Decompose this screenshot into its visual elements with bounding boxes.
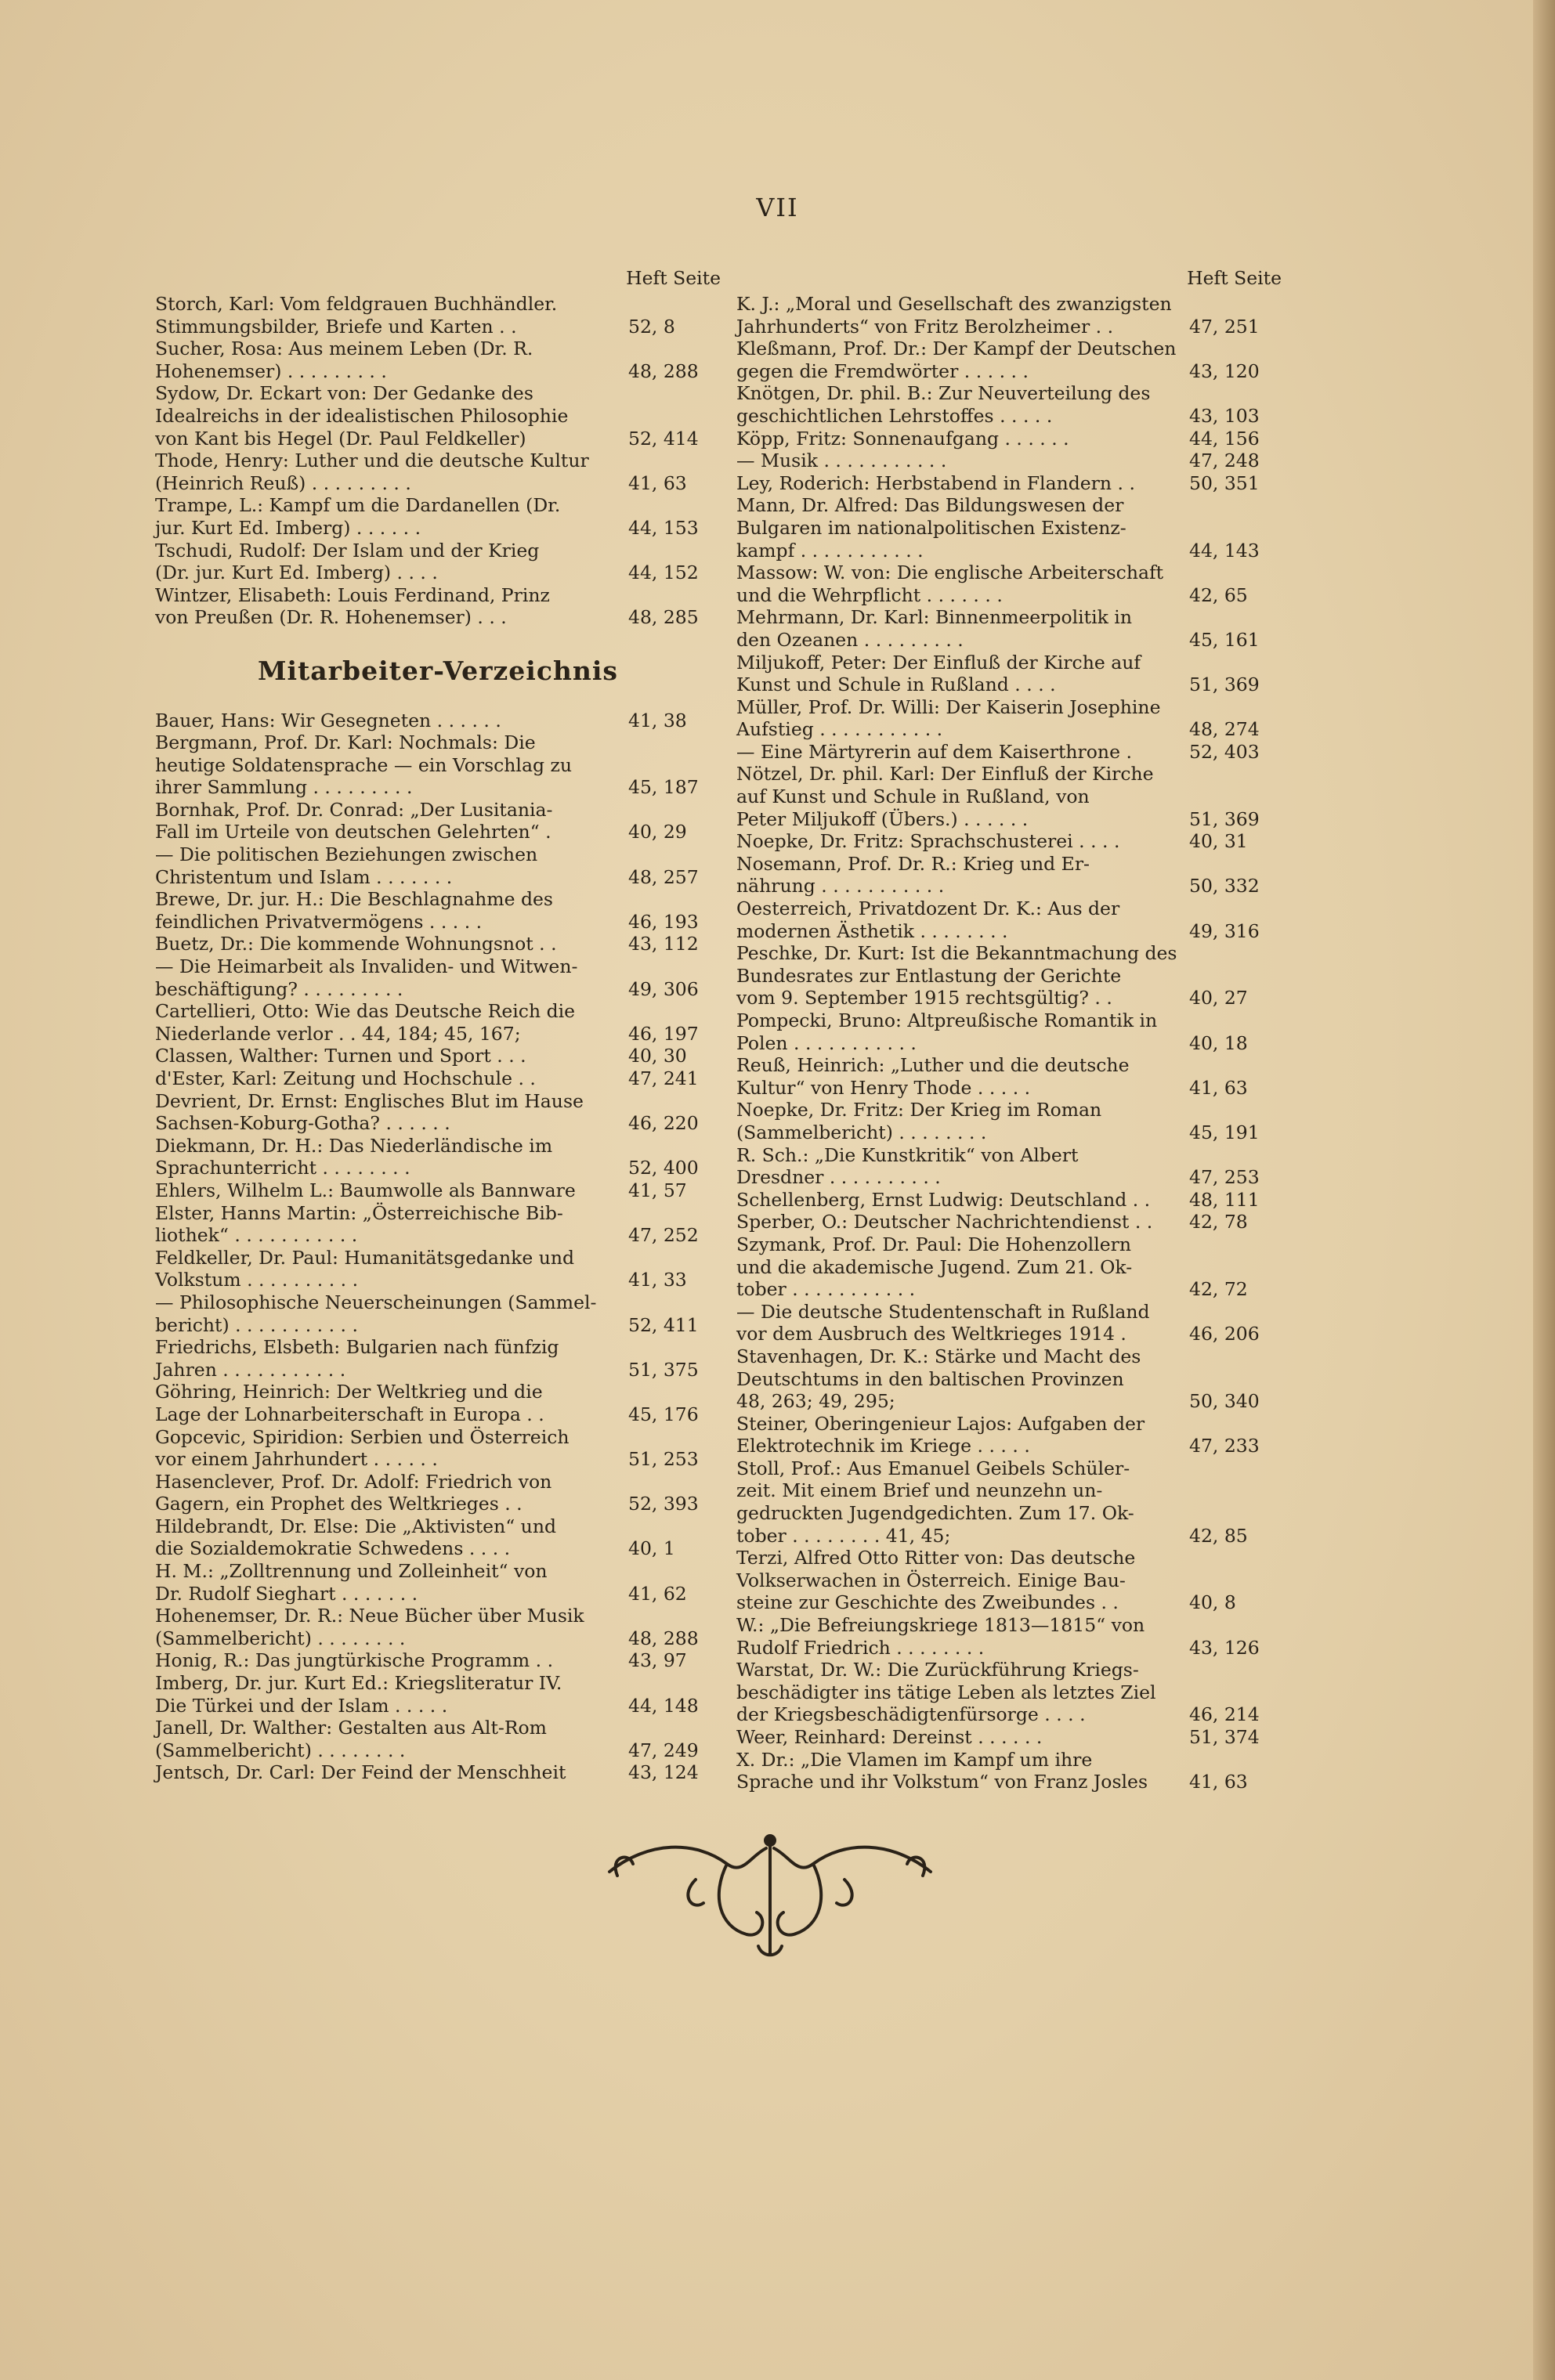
entry-issue-page: 51, 374 <box>1189 1726 1260 1748</box>
entry-text: — Philosophische Neuerscheinungen (Sammel- bericht) . . . . . . . . . . . <box>155 1291 597 1336</box>
right-column-header: Heft Seite <box>1187 267 1282 289</box>
entry-issue-page: 40, 30 <box>628 1045 687 1067</box>
entry-text: d'Ester, Karl: Zeitung und Hochschule . . <box>155 1067 536 1089</box>
entry-issue-page: 50, 332 <box>1189 875 1260 897</box>
entry-text: Hildebrandt, Dr. Else: Die „Aktivisten“ und die Sozialdemokratie Schwedens . . . . <box>155 1515 556 1560</box>
entry-text: W.: „Die Befreiungskriege 1813—1815“ von Rudolf Friedrich . . . . . . . . <box>736 1614 1145 1659</box>
index-entry <box>736 1749 1282 1793</box>
entry-text: Miljukoff, Peter: Der Einfluß der Kirche auf Kunst und Schule in Rußland . . . . <box>736 651 1141 696</box>
index-entry <box>736 741 1282 764</box>
index-entry <box>155 1179 721 1202</box>
entry-text: Diekmann, Dr. H.: Das Niederländische im Sprachunterricht . . . . . . . . <box>155 1134 553 1179</box>
index-entry <box>736 606 1282 651</box>
index-entry <box>155 933 721 955</box>
left-column-header: Heft Seite <box>626 267 721 289</box>
page-edge <box>1533 0 1555 2380</box>
entry-text: — Die politischen Beziehungen zwischen Christentum und Islam . . . . . . . <box>155 843 538 888</box>
entry-text: Devrient, Dr. Ernst: Englisches Blut im Hause Sachsen-Koburg-Gotha? . . . . . . <box>155 1089 584 1135</box>
entry-issue-page: 41, 57 <box>628 1179 687 1201</box>
entry-issue-page: 51, 375 <box>628 1358 699 1381</box>
index-entry <box>155 1560 721 1605</box>
entry-text: Elster, Hanns Martin: „Österreichische Bib- liothek“ . . . . . . . . . . . <box>155 1201 563 1247</box>
index-entry <box>155 293 721 338</box>
index-entry <box>155 1471 721 1515</box>
entry-text: — Die Heimarbeit als Invaliden- und Witwen- beschäftigung? . . . . . . . . . <box>155 955 578 1000</box>
entry-text: Sucher, Rosa: Aus meinem Leben (Dr. R. Hohenemser) . . . . . . . . . <box>155 338 533 382</box>
entry-issue-page: 40, 18 <box>1189 1031 1248 1054</box>
entry-issue-page: 45, 187 <box>628 776 699 799</box>
index-entry <box>155 382 721 450</box>
index-entry <box>155 338 721 382</box>
entry-issue-page: 45, 161 <box>1189 628 1260 651</box>
index-entry <box>736 1233 1282 1301</box>
index-entry <box>736 763 1282 830</box>
entry-text: Bergmann, Prof. Dr. Karl: Nochmals: Die heutige Soldatensprache — ein Vorschlag zu ihrer Sammlung . . . . . . . . . <box>155 731 572 799</box>
index-entry <box>155 1515 721 1560</box>
entry-issue-page: 40, 27 <box>1189 987 1248 1009</box>
decorative-ornament <box>602 1809 938 1966</box>
entry-issue-page: 40, 29 <box>628 821 687 843</box>
index-entry <box>155 1247 721 1291</box>
entry-text: — Musik . . . . . . . . . . . <box>736 450 947 472</box>
entry-text: Pompecki, Bruno: Altpreußische Romantik in Polen . . . . . . . . . . . <box>736 1009 1158 1054</box>
index-entry <box>155 843 721 888</box>
entry-issue-page: 41, 63 <box>628 471 687 494</box>
index-entry <box>155 540 721 584</box>
entry-issue-page: 42, 65 <box>1189 583 1248 606</box>
entry-text: Brewe, Dr. jur. H.: Die Beschlagnahme des feindlichen Privatvermögens . . . . . <box>155 888 553 933</box>
index-entry <box>155 710 721 732</box>
index-entry <box>155 1045 721 1067</box>
entry-issue-page: 47, 233 <box>1189 1435 1260 1457</box>
entry-issue-page: 43, 103 <box>1189 404 1260 427</box>
index-entry <box>736 1189 1282 1212</box>
entry-issue-page: 50, 351 <box>1189 471 1260 494</box>
entry-text: Kleßmann, Prof. Dr.: Der Kampf der Deutschen gegen die Fremdwörter . . . . . . <box>736 338 1177 382</box>
index-entry <box>736 1726 1282 1749</box>
entry-issue-page: 44, 148 <box>628 1694 699 1717</box>
index-entry <box>736 1547 1282 1614</box>
entry-issue-page: 47, 241 <box>628 1067 699 1089</box>
entry-issue-page: 52, 8 <box>628 315 675 338</box>
entry-text: Mann, Dr. Alfred: Das Bildungswesen der Bulgaren im nationalpolitischen Existenz- kampf . . . . . . . . . . . <box>736 494 1126 562</box>
entry-issue-page: 40, 8 <box>1189 1591 1236 1614</box>
entry-text: Storch, Karl: Vom feldgrauen Buchhändler. Stimmungsbilder, Briefe und Karten . . <box>155 293 558 338</box>
entry-issue-page: 50, 340 <box>1189 1390 1260 1413</box>
entry-issue-page: 44, 143 <box>1189 539 1260 562</box>
entry-issue-page: 41, 62 <box>628 1582 687 1605</box>
entry-issue-page: 46, 214 <box>1189 1703 1260 1726</box>
entry-text: Gopcevic, Spiridion: Serbien und Österreich vor einem Jahrhundert . . . . . . <box>155 1425 570 1471</box>
entry-issue-page: 45, 176 <box>628 1403 699 1425</box>
index-entry <box>736 1211 1282 1233</box>
entry-text: Thode, Henry: Luther und die deutsche Kultur (Heinrich Reuß) . . . . . . . . . <box>155 450 589 494</box>
index-entry <box>736 942 1282 1009</box>
index-entry <box>736 897 1282 942</box>
index-entry <box>155 1761 721 1784</box>
index-entry <box>155 1291 721 1336</box>
entry-issue-page: 51, 253 <box>628 1448 699 1471</box>
entry-issue-page: 41, 38 <box>628 709 687 731</box>
index-entry <box>736 1301 1282 1345</box>
entry-issue-page: 46, 220 <box>628 1112 699 1135</box>
index-entry <box>736 1099 1282 1143</box>
entry-issue-page: 45, 191 <box>1189 1121 1260 1143</box>
index-entry <box>155 1672 721 1717</box>
entry-text: Bauer, Hans: Wir Gesegneten . . . . . . <box>155 709 501 731</box>
entry-issue-page: 51, 369 <box>1189 674 1260 696</box>
index-entry <box>736 1144 1282 1189</box>
entry-issue-page: 42, 72 <box>1189 1278 1248 1301</box>
index-entry <box>155 1336 721 1381</box>
index-entry <box>736 696 1282 741</box>
index-entry <box>155 955 721 1000</box>
entry-issue-page: 44, 153 <box>628 516 699 539</box>
entry-text: Reuß, Heinrich: „Luther und die deutsche Kultur“ von Henry Thode . . . . . <box>736 1054 1130 1099</box>
entry-issue-page: 46, 197 <box>628 1022 699 1045</box>
index-entry <box>155 888 721 933</box>
entry-text: Terzi, Alfred Otto Ritter von: Das deutsche Volkserwachen in Österreich. Einige Bau- steine zur Geschichte des Zweibundes . . <box>736 1547 1136 1614</box>
entry-issue-page: 43, 112 <box>628 933 699 955</box>
index-entry <box>736 494 1282 562</box>
entry-text: Bornhak, Prof. Dr. Conrad: „Der Lusitania- Fall im Urteile von deutschen Gelehrten“ . <box>155 798 553 843</box>
entry-text: Peschke, Dr. Kurt: Ist die Bekanntmachung des Bundesrates zur Entlastung der Gerichte vom 9. September 1915 rechtsgültig? . . <box>736 942 1177 1009</box>
entry-text: Massow: W. von: Die englische Arbeiterschaft und die Wehrpflicht . . . . . . . <box>736 562 1164 606</box>
entry-issue-page: 47, 249 <box>628 1739 699 1761</box>
entry-text: Classen, Walther: Turnen und Sport . . . <box>155 1045 526 1067</box>
index-entry <box>155 1381 721 1425</box>
index-list-top <box>155 293 721 629</box>
entry-issue-page: 52, 414 <box>628 427 699 450</box>
entry-issue-page: 41, 33 <box>628 1269 687 1291</box>
entry-issue-page: 40, 1 <box>628 1537 675 1560</box>
section-title: Mitarbeiter-Verzeichnis <box>257 655 619 686</box>
entry-text: Trampe, L.: Kampf um die Dardanellen (Dr. jur. Kurt Ed. Imberg) . . . . . . <box>155 494 561 539</box>
entry-issue-page: 47, 248 <box>1189 450 1260 472</box>
entry-text: R. Sch.: „Die Kunstkritik“ von Albert Dresdner . . . . . . . . . . <box>736 1143 1079 1189</box>
entry-issue-page: 49, 306 <box>628 977 699 1000</box>
index-entry <box>736 1457 1282 1547</box>
index-entry <box>736 562 1282 606</box>
index-entry <box>736 338 1282 382</box>
index-entry <box>736 428 1282 450</box>
index-entry <box>736 1054 1282 1099</box>
index-entry <box>155 1135 721 1179</box>
entry-text: Szymank, Prof. Dr. Paul: Die Hohenzollern und die akademische Jugend. Zum 21. Ok- tober . . . . . . . . . . . <box>736 1233 1133 1301</box>
index-entry <box>155 1605 721 1649</box>
index-entry <box>155 494 721 539</box>
right-column <box>736 263 1282 1793</box>
entry-text: Nosemann, Prof. Dr. R.: Krieg und Er- nährung . . . . . . . . . . . <box>736 852 1090 897</box>
entry-issue-page: 43, 126 <box>1189 1636 1260 1659</box>
index-entry <box>155 450 721 494</box>
entry-issue-page: 47, 251 <box>1189 315 1260 338</box>
entry-issue-page: 42, 85 <box>1189 1524 1248 1547</box>
index-entry <box>155 1067 721 1090</box>
entry-text: Hohenemser, Dr. R.: Neue Bücher über Musik (Sammelbericht) . . . . . . . . <box>155 1605 584 1649</box>
index-entry <box>736 1413 1282 1457</box>
entry-text: Tschudi, Rudolf: Der Islam und der Krieg (Dr. jur. Kurt Ed. Imberg) . . . . <box>155 539 540 584</box>
left-column <box>155 263 721 1784</box>
entry-text: Janell, Dr. Walther: Gestalten aus Alt-Rom (Sammelbericht) . . . . . . . . <box>155 1717 547 1761</box>
entry-issue-page: 47, 253 <box>1189 1166 1260 1189</box>
entry-issue-page: 49, 316 <box>1189 919 1260 942</box>
entry-issue-page: 48, 288 <box>628 1627 699 1649</box>
entry-text: Ley, Roderich: Herbstabend in Flandern . . <box>736 471 1135 494</box>
entry-issue-page: 41, 63 <box>1189 1076 1248 1099</box>
index-entry <box>736 382 1282 427</box>
entry-issue-page: 41, 63 <box>1189 1771 1248 1793</box>
entry-text: Jentsch, Dr. Carl: Der Feind der Menschheit <box>155 1761 566 1784</box>
entry-text: Göhring, Heinrich: Der Weltkrieg und die Lage der Lohnarbeiterschaft in Europa . . <box>155 1381 544 1425</box>
entry-issue-page: 46, 193 <box>628 910 699 933</box>
index-entry <box>736 830 1282 853</box>
entry-issue-page: 52, 411 <box>628 1313 699 1336</box>
index-entry <box>155 799 721 843</box>
entry-issue-page: 48, 288 <box>628 359 699 382</box>
entry-issue-page: 52, 400 <box>628 1157 699 1179</box>
index-entry <box>736 472 1282 495</box>
contributor-list <box>155 710 721 1785</box>
entry-text: Müller, Prof. Dr. Willi: Der Kaiserin Josephine Aufstieg . . . . . . . . . . . <box>736 695 1161 741</box>
entry-text: H. M.: „Zolltrennung und Zolleinheit“ von Dr. Rudolf Sieghart . . . . . . . <box>155 1560 548 1605</box>
entry-text: Oesterreich, Privatdozent Dr. K.: Aus der modernen Ästhetik . . . . . . . . <box>736 897 1120 942</box>
index-entry <box>736 1614 1282 1659</box>
entry-text: Sperber, O.: Deutscher Nachrichtendienst . . <box>736 1211 1153 1233</box>
index-entry <box>155 1649 721 1672</box>
index-entry <box>736 652 1282 696</box>
entry-issue-page: 43, 120 <box>1189 359 1260 382</box>
index-entry <box>736 293 1282 338</box>
entry-issue-page: 48, 111 <box>1189 1188 1260 1211</box>
entry-text: Wintzer, Elisabeth: Louis Ferdinand, Prinz von Preußen (Dr. R. Hohenemser) . . . <box>155 583 550 629</box>
entry-issue-page: 47, 252 <box>628 1224 699 1247</box>
entry-text: Buetz, Dr.: Die kommende Wohnungsnot . . <box>155 933 557 955</box>
entry-text: Imberg, Dr. jur. Kurt Ed.: Kriegsliteratur IV. Die Türkei und der Islam . . . . . <box>155 1672 562 1717</box>
entry-issue-page: 42, 78 <box>1189 1211 1248 1233</box>
entry-issue-page: 40, 31 <box>1189 830 1248 853</box>
entry-text: X. Dr.: „Die Vlamen im Kampf um ihre Sprache und ihr Volkstum“ von Franz Josles <box>736 1748 1148 1793</box>
entry-text: Nötzel, Dr. phil. Karl: Der Einfluß der Kirche auf Kunst und Schule in Rußland, von Peter Miljukoff (Übers.) . . . . . . <box>736 763 1154 830</box>
entry-issue-page: 44, 156 <box>1189 427 1260 450</box>
index-entry <box>155 1426 721 1471</box>
entry-text: Noepke, Dr. Fritz: Der Krieg im Roman (Sammelbericht) . . . . . . . . <box>736 1099 1102 1143</box>
entry-text: Hasenclever, Prof. Dr. Adolf: Friedrich von Gagern, ein Prophet des Weltkrieges . . <box>155 1470 552 1515</box>
entry-issue-page: 44, 152 <box>628 562 699 584</box>
page-number: VII <box>756 193 799 222</box>
entry-text: Schellenberg, Ernst Ludwig: Deutschland . . <box>736 1188 1151 1211</box>
entry-issue-page: 52, 393 <box>628 1493 699 1515</box>
index-entry <box>736 1009 1282 1054</box>
entry-issue-page: 51, 369 <box>1189 807 1260 830</box>
entry-issue-page: 43, 97 <box>628 1649 687 1672</box>
entry-text: Warstat, Dr. W.: Die Zurückführung Kriegs- beschädigter ins tätige Leben als letztes Ziel der Kriegsbeschädigtenfürsorge . . . . <box>736 1659 1156 1726</box>
entry-text: Mehrmann, Dr. Karl: Binnenmeerpolitik in den Ozeanen . . . . . . . . . <box>736 606 1132 651</box>
entry-text: — Eine Märtyrerin auf dem Kaiserthrone . <box>736 740 1132 763</box>
index-entry <box>736 853 1282 897</box>
index-entry <box>155 1000 721 1045</box>
index-entry <box>736 450 1282 472</box>
entry-text: Knötgen, Dr. phil. B.: Zur Neuverteilung des geschichtlichen Lehrstoffes . . . . . <box>736 382 1151 427</box>
entry-text: Sydow, Dr. Eckart von: Der Gedanke des Idealreichs in der idealistischen Philosophie von Kant bis Hegel (Dr. Paul Feldkeller) <box>155 382 569 450</box>
contributor-list-continued <box>736 293 1282 1793</box>
entry-text: — Die deutsche Studentenschaft in Rußland vor dem Ausbruch des Weltkrieges 1914 . <box>736 1300 1150 1345</box>
entry-text: Honig, R.: Das jungtürkische Programm . . <box>155 1649 554 1672</box>
entry-text: Stavenhagen, Dr. K.: Stärke und Macht des Deutschtums in den baltischen Provinzen 48, 263; 49, 295; <box>736 1345 1141 1413</box>
entry-issue-page: 48, 285 <box>628 606 699 629</box>
index-entry <box>155 1090 721 1135</box>
entry-text: Friedrichs, Elsbeth: Bulgarien nach fünfzig Jahren . . . . . . . . . . . <box>155 1336 559 1381</box>
entry-text: Cartellieri, Otto: Wie das Deutsche Reich die Niederlande verlor . . 44, 184; 45, 167; <box>155 1000 576 1045</box>
entry-text: Köpp, Fritz: Sonnenaufgang . . . . . . <box>736 427 1069 450</box>
entry-text: K. J.: „Moral und Gesellschaft des zwanzigsten Jahrhunderts“ von Fritz Berolzheimer . . <box>736 293 1172 338</box>
index-entry <box>155 1202 721 1247</box>
index-entry <box>155 731 721 799</box>
entry-issue-page: 43, 124 <box>628 1761 699 1784</box>
entry-text: Ehlers, Wilhelm L.: Baumwolle als Bannware <box>155 1179 576 1201</box>
entry-text: Feldkeller, Dr. Paul: Humanitätsgedanke und Volkstum . . . . . . . . . . <box>155 1246 575 1291</box>
entry-text: Stoll, Prof.: Aus Emanuel Geibels Schüler- zeit. Mit einem Brief und neunzehn un- gedruckten Jugendgedichten. Zum 17. Ok- tober . . . . . . . . 41, 45; <box>736 1457 1134 1547</box>
entry-issue-page: 48, 257 <box>628 865 699 888</box>
index-entry <box>736 1659 1282 1726</box>
index-entry <box>736 1345 1282 1413</box>
index-entry <box>155 584 721 629</box>
entry-text: Weer, Reinhard: Dereinst . . . . . . <box>736 1726 1043 1748</box>
entry-text: Noepke, Dr. Fritz: Sprachschusterei . . . . <box>736 830 1120 853</box>
entry-text: Steiner, Oberingenieur Lajos: Aufgaben der Elektrotechnik im Kriege . . . . . <box>736 1412 1145 1457</box>
entry-issue-page: 48, 274 <box>1189 718 1260 741</box>
entry-issue-page: 46, 206 <box>1189 1323 1260 1345</box>
entry-issue-page: 52, 403 <box>1189 740 1260 763</box>
index-entry <box>155 1717 721 1761</box>
